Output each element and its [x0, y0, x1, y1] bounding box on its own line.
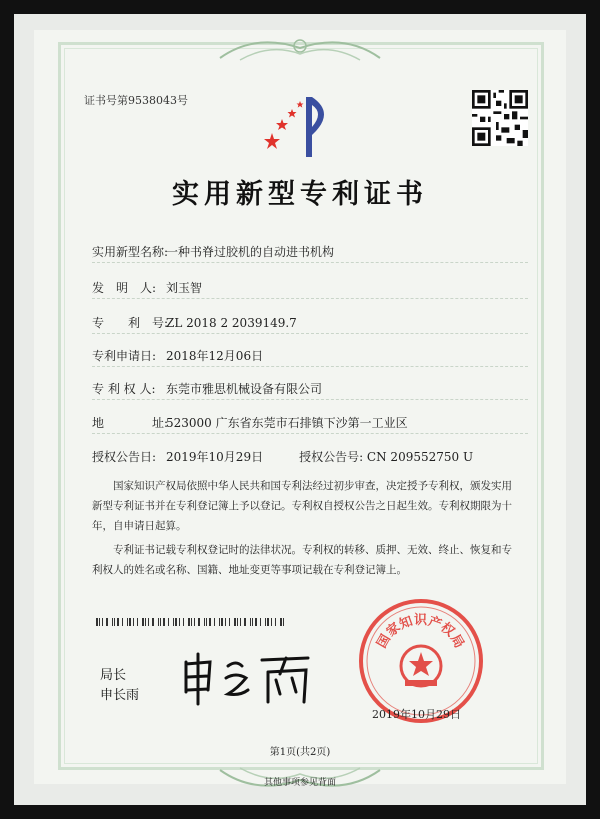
field-label: 发 明 人: [92, 281, 157, 295]
body-paragraph: 专利证书记载专利权登记时的法律状况。专利权的转移、质押、无效、终止、恢复和专利权人的姓名或名称、国籍、地址变更等事项记载在专利登记簿上。 [92, 544, 512, 576]
seal-char: 家 [383, 620, 404, 641]
divider [92, 262, 528, 263]
seal-char: 局 [447, 632, 467, 651]
seal-char: 知 [397, 613, 415, 633]
field-value: 一种书脊过胶机的自动进书机构 [166, 245, 335, 259]
field-label: 专利申请日: [92, 349, 157, 363]
field-inventor [92, 279, 202, 296]
divider [92, 366, 528, 367]
field-utility-model-name [92, 243, 334, 260]
divider [92, 433, 528, 434]
barcode [96, 618, 286, 626]
field-value: 东莞市雅思机械设备有限公司 [166, 382, 323, 396]
top-ornament [210, 28, 390, 68]
document-title: 实用新型专利证书 [172, 179, 428, 210]
director-title: 局长 [100, 668, 127, 683]
seal-date: 2019年10月29日 [372, 708, 461, 721]
director-name: 申长雨 [100, 688, 140, 703]
page-indicator: 第1页(共2页) [269, 747, 331, 758]
field-label: 地 址: [92, 416, 169, 430]
divider [92, 399, 528, 400]
seal-char: 权 [437, 620, 458, 641]
certificate-number: 证书号第9538043号 [84, 94, 188, 107]
field-value: 2018年12月06日 [166, 349, 264, 363]
back-note: 其他事项参见背面 [263, 778, 336, 788]
field-value: ZL 2018 2 2039149.7 [166, 316, 297, 330]
seal-char: 国 [374, 632, 394, 651]
body-paragraph: 国家知识产权局依照中华人民共和国专利法经过初步审查，决定授予专利权，颁发实用新型专利证书并在专利登记簿上予以登记。专利权自授权公告之日起生效。专利权期限为十年，自申请日起算。 [92, 480, 512, 532]
seal-char: 产 [426, 613, 444, 633]
field-label: 专 利 权 人: [92, 382, 156, 396]
field-value: 刘玉智 [166, 281, 203, 295]
director-signature [176, 650, 316, 708]
divider [92, 298, 528, 299]
field-grant-date [92, 448, 473, 465]
divider [92, 333, 528, 334]
patent-office-logo [262, 95, 336, 159]
field-patent-number [92, 314, 297, 331]
field-value: 2019年10月29日 授权公告号: CN 209552750 U [166, 450, 474, 464]
field-value: 523000 广东省东莞市石排镇下沙第一工业区 [166, 416, 408, 430]
field-application-date [92, 347, 263, 364]
qr-code [472, 90, 528, 146]
seal-char: 识 [414, 613, 428, 628]
field-patentee [92, 380, 322, 397]
field-label: 授权公告日: [92, 450, 157, 464]
field-label: 专 利 号: [92, 316, 169, 330]
field-address [92, 414, 408, 431]
field-label: 实用新型名称: [92, 245, 169, 259]
